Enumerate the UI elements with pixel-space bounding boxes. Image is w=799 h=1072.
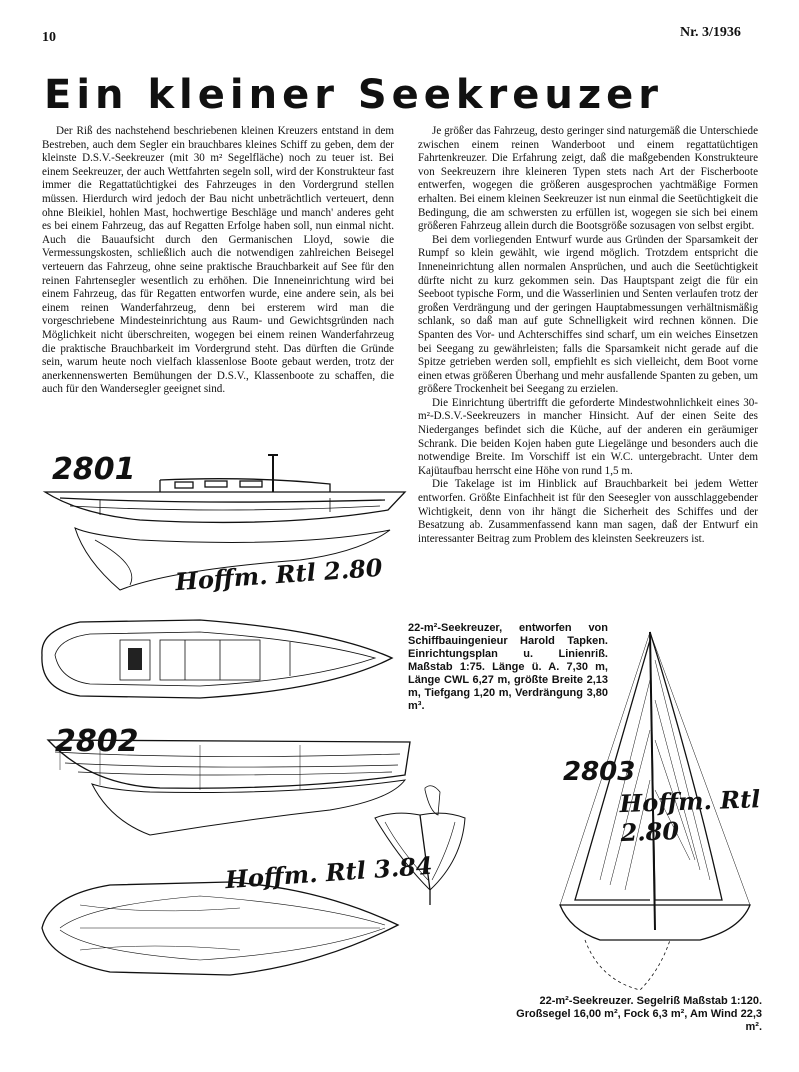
body-plan: [375, 786, 465, 905]
handwritten-signature: Hoffm. Rtl 2.80: [619, 784, 761, 848]
plate-number: 2803: [563, 757, 636, 787]
plate-number: 2802: [55, 724, 139, 759]
paragraph: Bei dem vorliegenden Entwurf wurde aus Gründen der Sparsamkeit der Rumpf so klein gewählt, wie irgend möglich. Trotzdem entspricht die Inneneinrichtung allen normalen Ansprüchen, und auch die Seetüchtigkeit dürfte nicht zu kurz gekommen sein. Das Hauptspant zeigt die für ein Seeboot typische Form, und die Wasserlinien und Senten verlaufen trotz der großen Verdrängung und der geringen Hauptabmessungen verhältnismäßig schlank, so daß man auf gute Schnelligkeit wird rechnen können. Die Spanten des Vor- und Achterschiffes sind scharf, um ein weiches Einsetzen bei Seegang zu gewährleisten; falls die Sparsamkeit nicht gerade auf die Spitze getrieben werden soll, empfiehlt es sich vielleicht, dem Boot vorne einen etwas größeren Überhang und mehr ausfallende Spanten zu geben, um größere Trockenheit bei Seegang zu erzielen.: [418, 233, 758, 396]
issue-number: Nr. 3/1936: [680, 25, 741, 40]
handwritten-signature: Hoffm. Rtl 2.80: [174, 552, 384, 597]
page-number: 10: [42, 30, 56, 45]
waterlines-plan: [42, 882, 398, 975]
sail-plan-caption: 22-m²-Seekreuzer. Segelriß Maßstab 1:120. Großsegel 16,00 m², Fock 6,3 m², Am Wind 22,3 m².: [516, 995, 762, 1033]
plate-number: 2801: [52, 452, 136, 487]
accommodation-plan: [42, 620, 392, 698]
paragraph: Je größer das Fahrzeug, desto geringer sind naturgemäß die Unterschiede zwischen einem reinen Wanderboot und einem regattatüchtigen Fahrtenkreuzer. Die Erfahrung zeigt, daß die maßgebenden Konstrukteure von Seekreuzern ihre kleineren Typen stets nach Art der Fischerboote entwerfen, wogegen die größeren ausgesprochen yachtmäßige Formen erhalten. Bei einem kleinen Seekreuzer ist nun einmal die Seetüchtigkeit die Bedingung, die am schwersten zu erfüllen ist, wogegen sie sich bei einem größeren Fahrzeug allein durch die Bootsgröße sozusagen von selbst ergibt.: [418, 125, 758, 233]
paragraph: Die Einrichtung übertrifft die geforderte Mindestwohnlichkeit eines 30-m²-D.S.V.-Seekreuzers in mancher Hinsicht. Auf der einen Seite des Niederganges befindet sich die Küche, auf der anderen ein geräumiger Schrank. Die beiden Kojen haben gute Liegelänge und besonders auch die notwendige Breite. Im Vorschiff ist ein W.C. untergebracht. Unter dem Kajütaufbau herrscht eine Höhe von rund 1,5 m.: [418, 396, 758, 477]
paragraph: Die Takelage ist im Hinblick auf Brauchbarkeit bei jedem Wetter entworfen. Größte Einfachheit ist für den Seesegler von ausschlaggebender Wichtigkeit, denn von ihr hängt die Sicherheit des Schiffes und der Besatzung ab. Zusammenfassend kann man sagen, daß der Entwurf ein interessanter Beitrag zum Problem des kleinsten Seekreuzers ist.: [418, 478, 758, 545]
handwritten-signature: Hoffm. Rtl 3.84: [224, 850, 434, 895]
paragraph: Der Riß des nachstehend beschriebenen kleinen Kreuzers entstand in dem Bestreben, auch dem Segler ein brauchbares kleines Schiff zu geben, dem der kleinste D.S.V.-Seekreuzer (mit 30 m² Segelfläche) noch zu teuer ist. Bei einem Seekreuzer, der auch Wettfahrten segeln soll, wird der Konstrukteur fast immer die Regattatüchtigkei des Fahrzeuges in den Vordergrund stellen müssen. Hierdurch wird jedoch der Bau nicht unbeträchtlich verteuert, denn ohne Bleikiel, hohlen Mast, hochwertige Beschläge und manch' anderes geht es bei einem Fahrzeug, das auf Regatten Erfolge haben soll, nun einmal nicht. Auch die Bauaufsicht durch den Germanischen Lloyd, sowie die Vermessungskosten, schließlich auch die notwendigen zahlreichen Beisegel verteuern das Fahrzeug, ohne seine praktische Brauchbarkeit auf See für den reinen Fahrtensegler wesentlich zu erhöhen. Die Inneneinrichtung wird bei einem Fahrzeug, das für Regatten entworfen wurde, eine andere sein, als bei einem reinen Wanderfahrzeug, denn bei ersterem wird man die vorgeschriebene Mindesteinrichtung aus Raum- und Gewichtsgründen nach Möglichkeit nicht überschreiten, wogegen bei einem reinen Wanderfahrzeug die praktische Brauchbarkeit im Vordergrund steht. Das dürften die Gründe sein, warum heute noch vielfach klassenlose Boote gebaut werden, trotz der anerkennenswerten Bemühungen der D.S.V., Klassenboote zu schaffen, die auch für den Wandersegler geeignet sind.: [42, 125, 394, 396]
article-title: Ein kleiner Seekreuzer: [44, 72, 663, 118]
lines-plan-caption: 22-m²-Seekreuzer, entworfen von Schiffbauingenieur Harold Tapken. Einrichtungsplan u. Linienriß. Maßstab 1:75. Länge ü. A. 7,30 m, Länge CWL 6,27 m, größte Breite 2,13 m, Tiefgang 1,20 m, Verdrängung 3,80 m³.: [408, 622, 608, 712]
